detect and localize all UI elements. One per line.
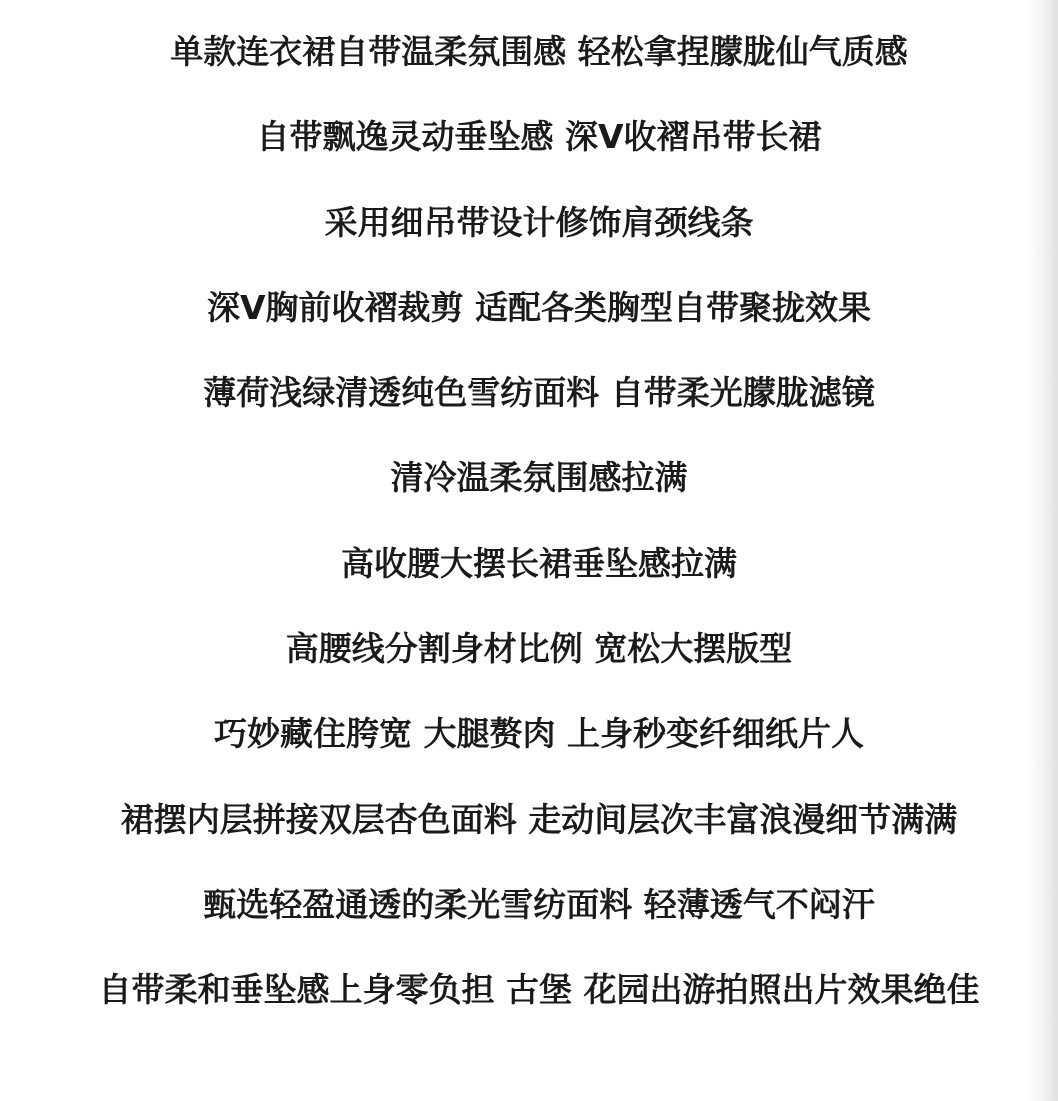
description-line: 自带柔和垂坠感上身零负担 古堡 花园出游拍照出片效果绝佳 bbox=[98, 970, 980, 1010]
description-line: 自带飘逸灵动垂坠感 深V收褶吊带长裙 bbox=[256, 117, 822, 157]
description-line: 巧妙藏住胯宽 大腿赘肉 上身秒变纤细纸片人 bbox=[214, 714, 864, 754]
description-line: 采用细吊带设计修饰肩颈线条 bbox=[324, 202, 754, 242]
description-line: 甄选轻盈通透的柔光雪纺面料 轻薄透气不闷汗 bbox=[203, 884, 875, 924]
description-line: 高腰线分割身材比例 宽松大摆版型 bbox=[285, 629, 793, 669]
page-edge-shadow bbox=[1026, 0, 1058, 1101]
description-line: 薄荷浅绿清透纯色雪纺面料 自带柔光朦胧滤镜 bbox=[203, 373, 875, 413]
description-line: 高收腰大摆长裙垂坠感拉满 bbox=[341, 543, 737, 583]
description-line: 裙摆内层拼接双层杏色面料 走动间层次丰富浪漫细节满满 bbox=[120, 799, 958, 839]
description-line: 深V胸前收褶裁剪 适配各类胸型自带聚拢效果 bbox=[206, 287, 872, 327]
description-line: 清冷温柔氛围感拉满 bbox=[390, 458, 688, 498]
description-line: 单款连衣裙自带温柔氛围感 轻松拿捏朦胧仙气质感 bbox=[170, 32, 908, 71]
